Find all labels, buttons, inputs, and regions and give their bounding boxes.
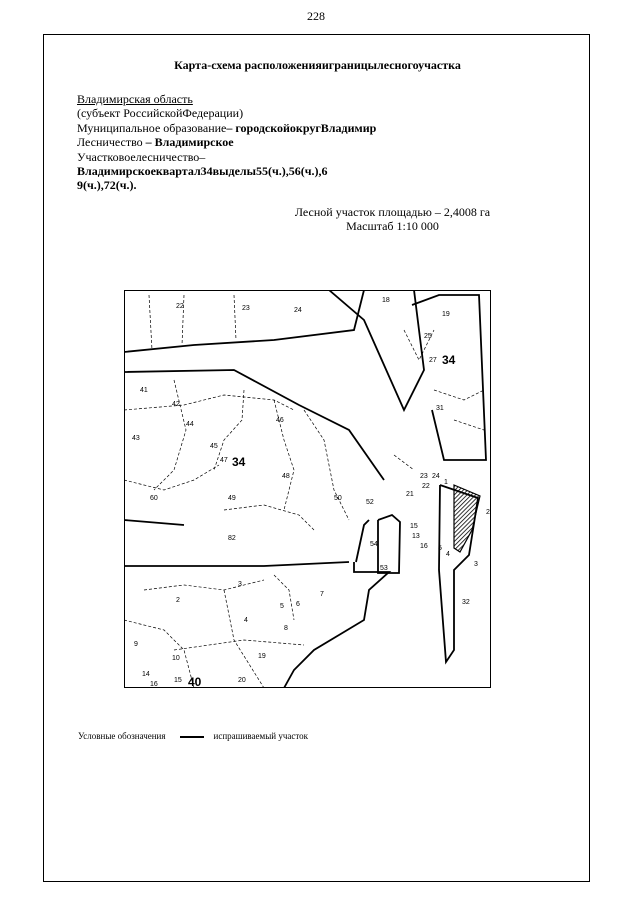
label-5: 5: [280, 603, 284, 610]
scale-text: Масштаб 1:10 000: [346, 219, 439, 233]
municipal-value: – городскойокругВладимир: [226, 120, 377, 135]
label-43: 43: [132, 435, 140, 442]
label-q40: 40: [188, 675, 202, 688]
label-3r: 3: [474, 561, 478, 568]
label-22b: 22: [422, 483, 430, 490]
map-border: [125, 291, 491, 688]
label-25: 25: [424, 333, 432, 340]
label-18: 18: [382, 297, 390, 304]
label-44: 44: [186, 421, 194, 428]
quarter-line: Владимирскоеквартал34выделы55(ч.),56(ч.),6: [77, 164, 328, 179]
label-16: 16: [150, 681, 158, 688]
label-46: 46: [276, 417, 284, 424]
label-42: 42: [172, 401, 180, 408]
label-6: 6: [296, 601, 300, 608]
label-8: 8: [284, 625, 288, 632]
label-9: 9: [134, 641, 138, 648]
label-24: 24: [294, 307, 302, 314]
label-23b: 23: [420, 473, 428, 480]
label-48: 48: [282, 473, 290, 480]
label-32: 32: [462, 599, 470, 606]
legend-label: Условные обозначения: [78, 731, 166, 741]
label-1: 1: [444, 479, 448, 486]
municipal-prefix: Муниципальное образование: [77, 120, 227, 135]
district-line: Участковоелесничество–: [77, 149, 206, 164]
label-82: 82: [228, 535, 236, 542]
label-41: 41: [140, 387, 148, 394]
map-title: Карта-схема расположенияиграницылесногоучастка: [174, 58, 461, 72]
region-line: Владимирская область: [77, 92, 193, 106]
label-52: 52: [366, 499, 374, 506]
label-2r: 2: [486, 509, 490, 516]
area-block: [44, 205, 591, 233]
quarter-line-2: 9(ч.),72(ч.).: [77, 178, 137, 193]
subject-line: (субъект РоссийскойФедерации): [77, 106, 244, 121]
location-info: [77, 92, 557, 193]
label-19b: 19: [258, 653, 266, 660]
label-24b: 24: [432, 473, 440, 480]
quarter-boundaries: [124, 290, 486, 688]
legend-description: испрашиваемый участок: [213, 731, 309, 741]
forestry-prefix: Лесничество: [77, 135, 143, 150]
label-15: 15: [174, 677, 182, 684]
forestry-line: [77, 135, 557, 149]
requested-plot: [454, 485, 480, 552]
legend-line-swatch: [180, 736, 204, 738]
label-14: 14: [142, 671, 150, 678]
label-5r: 5: [438, 545, 442, 552]
label-4: 4: [244, 617, 248, 624]
legend: [78, 731, 308, 741]
label-47: 47: [220, 457, 228, 464]
label-21: 21: [406, 491, 414, 498]
label-10: 10: [172, 655, 180, 662]
label-16r: 16: [420, 543, 428, 550]
label-53: 53: [380, 565, 388, 572]
label-49: 49: [228, 495, 236, 502]
section-divisions: [124, 295, 484, 688]
label-31: 31: [436, 405, 444, 412]
page-number: 228: [307, 9, 325, 23]
label-20: 20: [238, 677, 246, 684]
forest-map: [124, 290, 491, 688]
label-4r: 4: [446, 551, 450, 558]
label-q34a: 34: [442, 353, 456, 367]
label-13: 13: [412, 533, 420, 540]
forestry-value: – Владимирское: [145, 135, 234, 150]
label-q34b: 34: [232, 455, 246, 469]
label-45: 45: [210, 443, 218, 450]
label-3: 3: [238, 581, 242, 588]
label-2: 2: [176, 597, 180, 604]
label-23: 23: [242, 305, 250, 312]
document-frame: [43, 34, 590, 882]
label-7: 7: [320, 591, 324, 598]
area-text: Лесной участок площадью – 2,4008 га: [294, 205, 491, 219]
municipal-line: [77, 121, 557, 135]
label-19: 19: [442, 311, 450, 318]
label-50: 50: [334, 495, 342, 502]
label-27: 27: [429, 357, 437, 364]
map-labels: [132, 297, 490, 688]
label-54: 54: [370, 541, 378, 548]
label-15r: 15: [410, 523, 418, 530]
label-60: 60: [150, 495, 158, 502]
label-22: 22: [176, 303, 184, 310]
